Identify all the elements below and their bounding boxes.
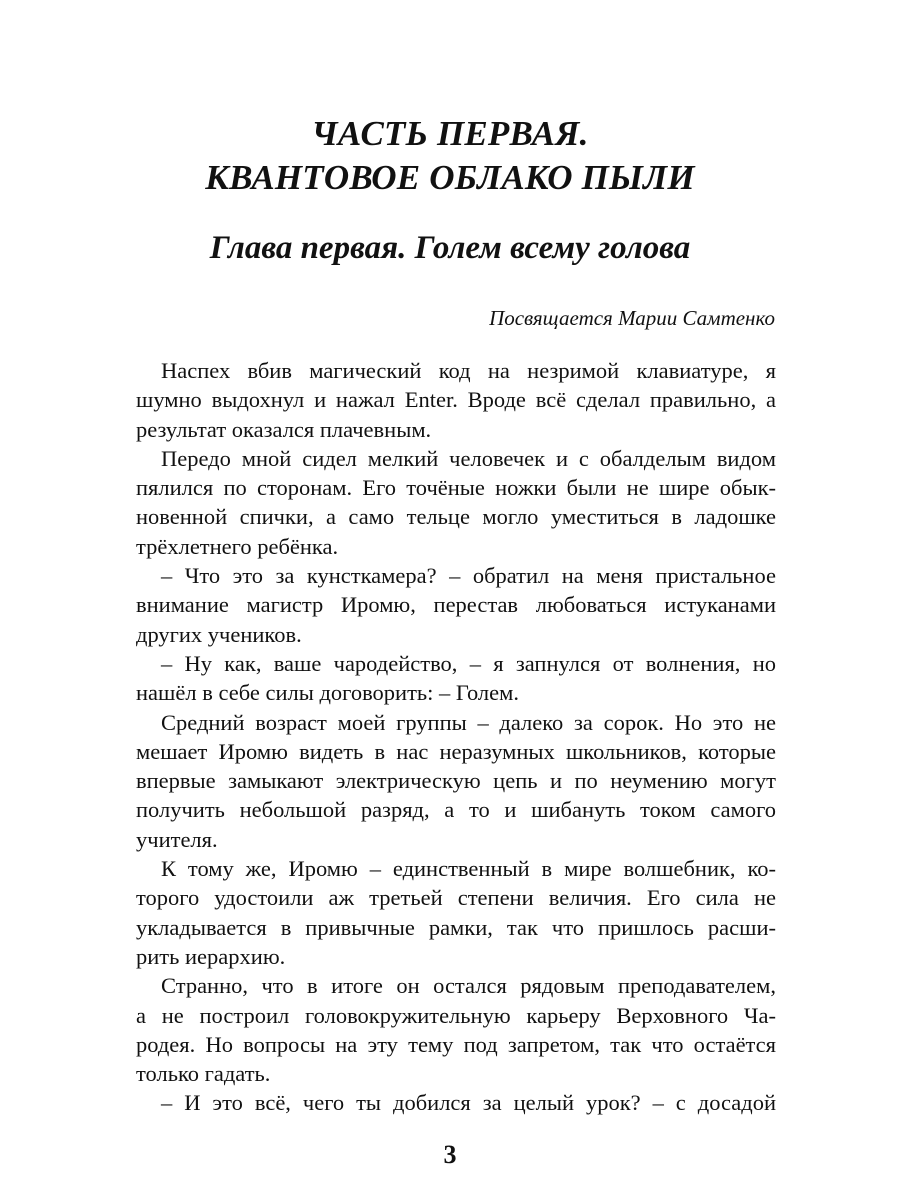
text-line: – И это всё, чего ты добился за целый урок? – с досадой <box>161 1090 776 1116</box>
part-title-line-2: КВАНТОВОЕ ОБЛАКО ПЫЛИ <box>205 158 695 197</box>
text-line: Передо мной сидел мелкий человечек и с обалделым видом <box>161 445 776 471</box>
text-line: мешает Иромю видеть в нас неразумных школьников, которые <box>136 738 776 764</box>
dedication: Посвящается Марии Самтенко <box>489 306 775 330</box>
text-line: новенной спички, а само тельце могло уместиться в ладошке <box>136 504 776 530</box>
text-line: а не построил головокружительную карьеру Верховного Ча- <box>136 1002 776 1028</box>
text-line: трёхлетнего ребёнка. <box>136 533 339 559</box>
chapter-title: Глава первая. Голем всему голова <box>209 230 691 266</box>
text-line: внимание магистр Иромю, перестав любоваться истуканами <box>136 592 776 618</box>
part-title-line-1: ЧАСТЬ ПЕРВАЯ. <box>311 114 589 153</box>
text-line: торого удостоили аж третьей степени величия. Его сила не <box>136 885 776 911</box>
part-title <box>0 112 900 200</box>
page-number: 3 <box>443 1140 457 1169</box>
text-line: – Что это за кунсткамера? – обратил на меня пристальное <box>161 563 776 589</box>
text-line: укладывается в привычные рамки, так что пришлось расши- <box>136 914 776 940</box>
text-line: впервые замыкают электрическую цепь и по неумению могут <box>136 768 776 794</box>
text-line: родея. Но вопросы на эту тему под запретом, так что остаётся <box>136 1031 776 1057</box>
text-line: К тому же, Иромю – единственный в мире волшебник, ко- <box>161 856 776 882</box>
text-line: учителя. <box>136 826 218 852</box>
body-text <box>136 356 776 1118</box>
text-line: других учеников. <box>136 621 302 647</box>
text-line: – Ну как, ваше чародейство, – я запнулся от волнения, но <box>161 650 776 676</box>
text-line: Средний возраст моей группы – далеко за сорок. Но это не <box>161 709 776 735</box>
text-line: шумно выдохнул и нажал Enter. Вроде всё сделал правильно, а <box>136 387 776 413</box>
text-line: только гадать. <box>136 1061 271 1087</box>
text-line: Странно, что в итоге он остался рядовым преподавателем, <box>161 973 776 999</box>
text-line: пялился по сторонам. Его точёные ножки были не шире обык- <box>136 475 776 501</box>
text-line: рить иерархию. <box>136 943 286 969</box>
text-line: получить небольшой разряд, а то и шибануть током самого <box>136 797 776 823</box>
text-line: Наспех вбив магический код на незримой клавиатуре, я <box>161 358 776 383</box>
text-line: результат оказался плачевным. <box>136 416 432 442</box>
text-line: нашёл в себе силы договорить: – Голем. <box>136 680 519 706</box>
